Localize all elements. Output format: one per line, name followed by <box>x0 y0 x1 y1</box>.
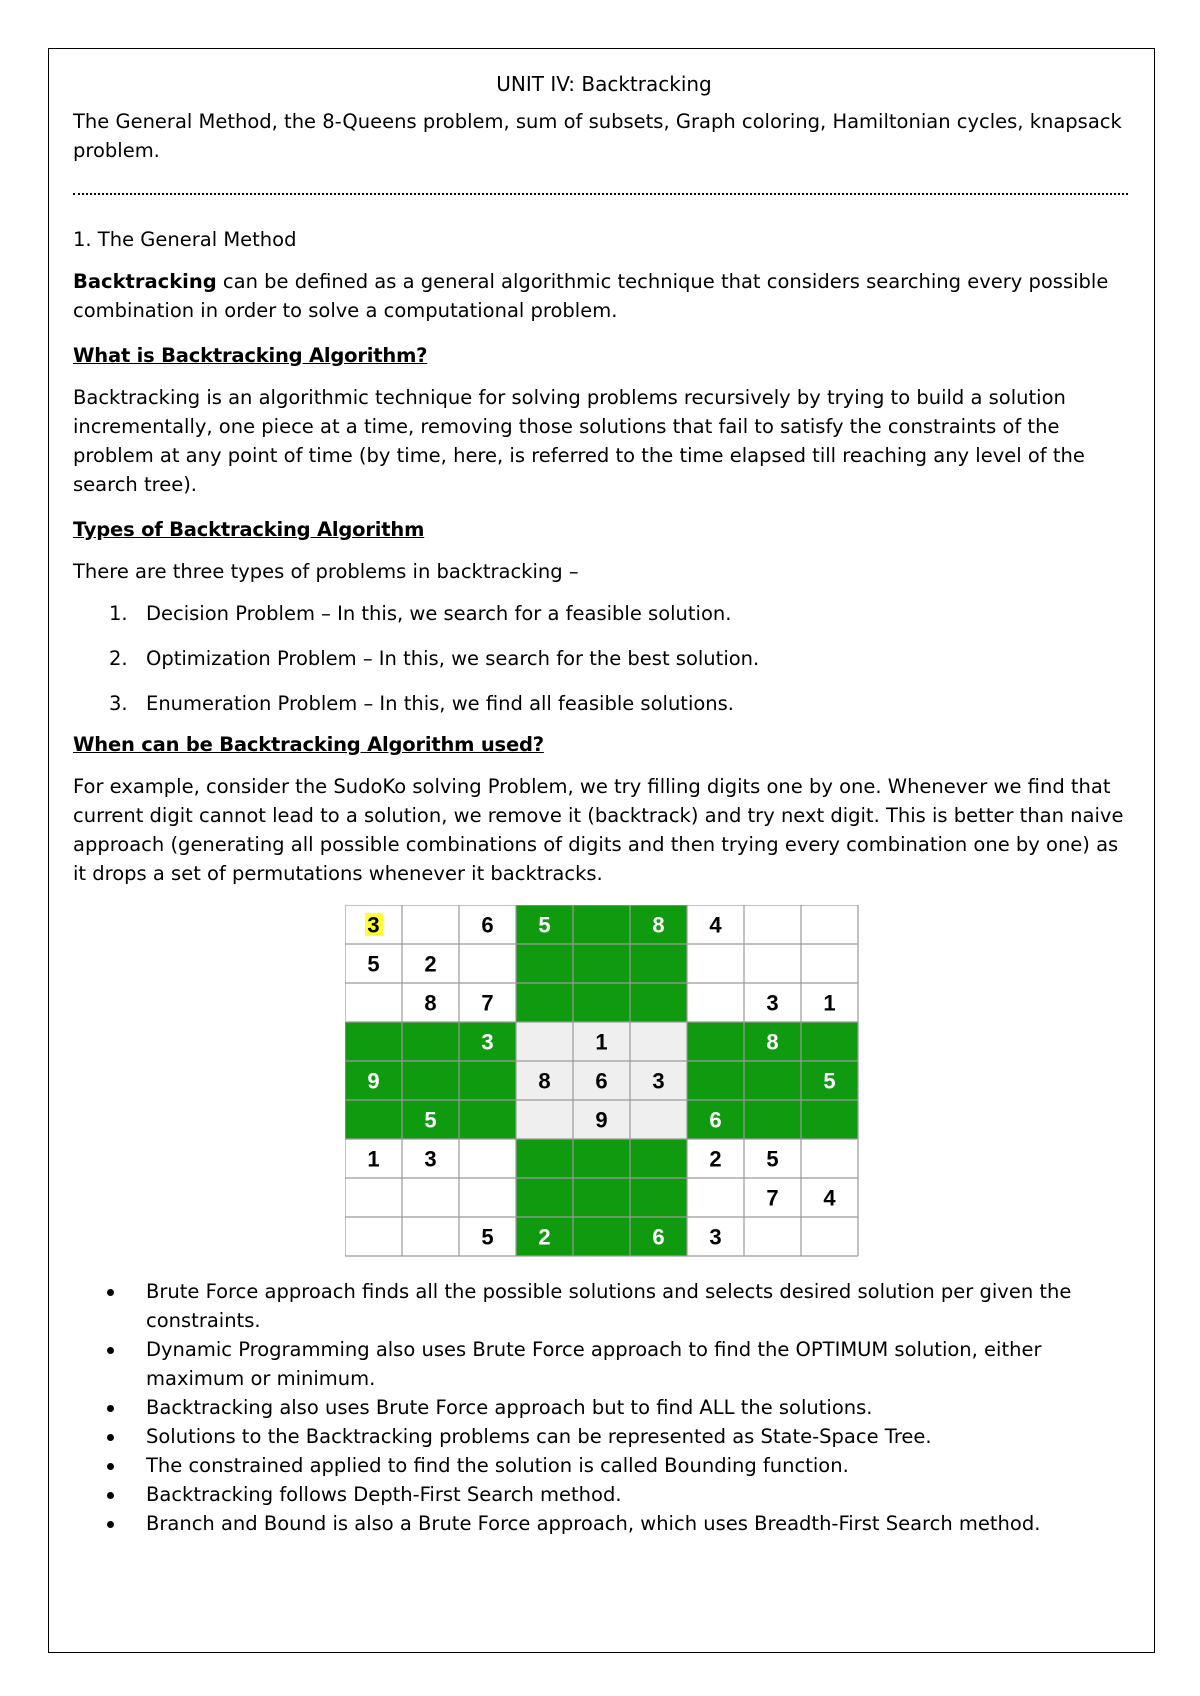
bullet-text: The constrained applied to find the solution is called Bounding function. <box>146 1454 849 1477</box>
sudoku-digit: 6 <box>595 1068 608 1094</box>
sudoku-cell <box>573 1139 630 1178</box>
sudoku-cell <box>687 983 744 1022</box>
sudoku-digit: 2 <box>424 951 437 977</box>
sudoku-digit: 8 <box>652 912 665 938</box>
sudoku-cell <box>402 1217 459 1256</box>
sudoku-cell <box>801 1139 858 1178</box>
bullet-item <box>73 1335 1135 1393</box>
bullet-item <box>73 1451 1135 1480</box>
sudoku-cell <box>744 1100 801 1139</box>
bullet-item <box>73 1422 1135 1451</box>
bullet-item <box>73 1509 1135 1538</box>
sudoku-digit: 2 <box>709 1146 722 1172</box>
bullet-text: Branch and Bound is also a Brute Force approach, which uses Breadth-First Search method. <box>146 1512 1041 1535</box>
sudoku-cell <box>402 905 459 944</box>
list-number: 1. <box>109 602 128 625</box>
bullet-text: Backtracking follows Depth-First Search method. <box>146 1483 622 1506</box>
sudoku-cell <box>402 1022 459 1061</box>
sudoku-digit: 9 <box>595 1107 608 1133</box>
section-heading: 1. The General Method <box>73 228 297 251</box>
heading-what-is: What is Backtracking Algorithm? <box>73 344 428 367</box>
list-text: Enumeration Problem – In this, we find all feasible solutions. <box>146 692 735 715</box>
sudoku-digit: 7 <box>481 990 494 1016</box>
bullet-icon <box>107 1492 114 1499</box>
bullet-item <box>73 1277 1135 1335</box>
sudoku-cell <box>573 983 630 1022</box>
sudoku-cell <box>459 1139 516 1178</box>
sudoku-cell <box>630 983 687 1022</box>
list-text: Optimization Problem – In this, we search for the best solution. <box>146 647 760 670</box>
sudoku-digit: 3 <box>652 1068 665 1094</box>
sudoku-cell <box>516 1022 573 1061</box>
sudoku-digit: 5 <box>424 1107 437 1133</box>
paragraph-when: For example, consider the SudoKo solving Problem, we try filling digits one by one. Whenever we find that current digit cannot lead to a solution, we remove it (backtrack) and try next digit. This is better than naive approach (generating all possible combinations of digits and then trying every combination one by one) as it drops a set of permutations whenever it backtracks. <box>73 775 1124 885</box>
sudoku-cell <box>516 1139 573 1178</box>
sudoku-cell <box>516 1178 573 1217</box>
list-text: Decision Problem – In this, we search for a feasible solution. <box>146 602 732 625</box>
sudoku-digit: 3 <box>709 1224 722 1250</box>
sudoku-cell <box>459 1178 516 1217</box>
sudoku-cell <box>573 944 630 983</box>
bullet-list <box>73 1277 1135 1538</box>
sudoku-cell <box>459 1061 516 1100</box>
sudoku-cell <box>744 1217 801 1256</box>
paragraph-types: There are three types of problems in backtracking – <box>73 560 579 583</box>
sudoku-cell <box>687 944 744 983</box>
sudoku-digit: 8 <box>766 1029 779 1055</box>
sudoku-digit: 5 <box>481 1224 494 1250</box>
sudoku-digit: 3 <box>766 990 779 1016</box>
sudoku-cell <box>630 1100 687 1139</box>
sudoku-cell <box>687 1178 744 1217</box>
sudoku-cell <box>516 983 573 1022</box>
sudoku-cell <box>459 1100 516 1139</box>
sudoku-cell <box>687 1061 744 1100</box>
sudoku-cell <box>573 1178 630 1217</box>
bullet-text: Dynamic Programming also uses Brute Force approach to find the OPTIMUM solution, either maximum or minimum. <box>146 1338 1042 1390</box>
sudoku-figure <box>345 905 859 1257</box>
sudoku-cell <box>630 1139 687 1178</box>
sudoku-cell <box>345 1178 402 1217</box>
document-body <box>73 70 1135 888</box>
definition-paragraph <box>73 267 1135 325</box>
sudoku-digit: 3 <box>424 1146 437 1172</box>
paragraph-what-is: Backtracking is an algorithmic technique for solving problems recursively by trying to build a solution incrementally, one piece at a time, removing those solutions that fail to satisfy the constraints of the problem at any point of time (by time, here, is referred to the time elapsed till reaching any level of the search tree). <box>73 386 1085 496</box>
sudoku-digit: 9 <box>367 1068 380 1094</box>
list-number: 3. <box>109 692 128 715</box>
heading-when: When can be Backtracking Algorithm used? <box>73 733 544 756</box>
sudoku-digit: 6 <box>652 1224 665 1250</box>
sudoku-cell <box>402 1061 459 1100</box>
sudoku-cell <box>459 944 516 983</box>
list-item <box>73 599 1135 628</box>
bullet-text: Brute Force approach finds all the possible solutions and selects desired solution per given the constraints. <box>146 1280 1072 1332</box>
bullet-icon <box>107 1405 114 1412</box>
sudoku-cell <box>630 944 687 983</box>
bullet-icon <box>107 1289 114 1296</box>
sudoku-cell <box>744 1061 801 1100</box>
list-item <box>73 644 1135 673</box>
sudoku-digit: 2 <box>538 1224 551 1250</box>
types-list <box>73 599 1135 718</box>
sudoku-digit: 1 <box>823 990 836 1016</box>
sudoku-digit: 6 <box>709 1107 722 1133</box>
sudoku-cell <box>630 1022 687 1061</box>
page-title: UNIT IV: Backtracking <box>496 72 712 96</box>
sudoku-cell <box>801 944 858 983</box>
list-item <box>73 689 1135 718</box>
sudoku-digit: 4 <box>709 912 722 938</box>
dotted-divider <box>73 191 1128 195</box>
sudoku-digit: 4 <box>823 1185 836 1211</box>
sudoku-digit: 1 <box>367 1146 380 1172</box>
sudoku-cell <box>801 905 858 944</box>
sudoku-digit: 3 <box>367 912 380 938</box>
heading-types: Types of Backtracking Algorithm <box>73 518 425 541</box>
sudoku-cell <box>345 1100 402 1139</box>
sudoku-digit: 1 <box>595 1029 608 1055</box>
sudoku-grid <box>345 905 859 1257</box>
bullet-icon <box>107 1521 114 1528</box>
bullet-text: Solutions to the Backtracking problems can be represented as State-Space Tree. <box>146 1425 932 1448</box>
sudoku-digit: 5 <box>367 951 380 977</box>
sudoku-cell <box>345 1217 402 1256</box>
sudoku-digit: 8 <box>538 1068 551 1094</box>
sudoku-cell <box>516 944 573 983</box>
sudoku-digit: 5 <box>538 912 551 938</box>
sudoku-digit: 5 <box>823 1068 836 1094</box>
bullet-icon <box>107 1434 114 1441</box>
bullet-item <box>73 1480 1135 1509</box>
definition-text: can be defined as a general algorithmic technique that considers searching every possible combination in order to solve a computational problem. <box>73 270 1109 322</box>
sudoku-cell <box>345 983 402 1022</box>
bullet-icon <box>107 1463 114 1470</box>
sudoku-digit: 8 <box>424 990 437 1016</box>
sudoku-digit: 7 <box>766 1185 779 1211</box>
sudoku-cell <box>630 1178 687 1217</box>
sudoku-cell <box>573 1217 630 1256</box>
list-number: 2. <box>109 647 128 670</box>
bullet-text: Backtracking also uses Brute Force approach but to find ALL the solutions. <box>146 1396 873 1419</box>
bullet-icon <box>107 1347 114 1354</box>
sudoku-digit: 6 <box>481 912 494 938</box>
sudoku-cell <box>516 1100 573 1139</box>
sudoku-digit: 3 <box>481 1029 494 1055</box>
definition-term: Backtracking <box>73 270 217 293</box>
sudoku-cell <box>402 1178 459 1217</box>
sudoku-cell <box>744 944 801 983</box>
bullet-item <box>73 1393 1135 1422</box>
sudoku-cell <box>573 905 630 944</box>
sudoku-cell <box>801 1022 858 1061</box>
sudoku-digit: 5 <box>766 1146 779 1172</box>
sudoku-cell <box>801 1100 858 1139</box>
sudoku-cell <box>687 1022 744 1061</box>
sudoku-cell <box>744 905 801 944</box>
sudoku-cell <box>801 1217 858 1256</box>
sudoku-cell <box>345 1022 402 1061</box>
topics-line: The General Method, the 8-Queens problem, sum of subsets, Graph coloring, Hamiltonian cycles, knapsack problem. <box>73 110 1122 162</box>
